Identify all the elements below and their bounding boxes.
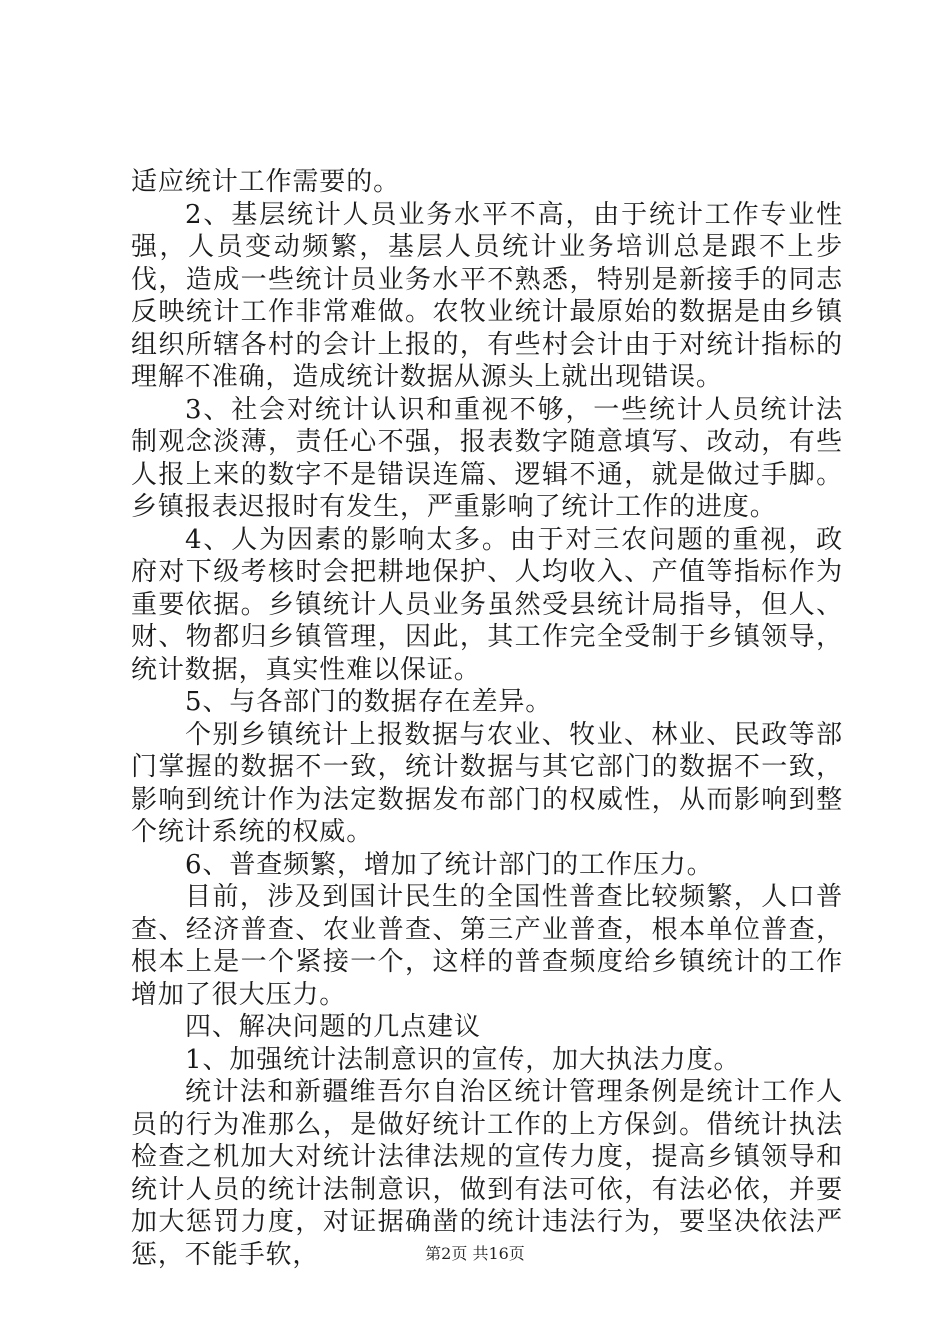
section-heading-suggestions: 四、解决问题的几点建议 bbox=[185, 1012, 481, 1042]
paragraph-item-4: 4、人为因素的影响太多。由于对三农问题的重视，政府对下级考核时会把耕地保护、人均收入、产值等指标作为重要依据。乡镇统计人员业务虽然受县统计局指导，但人、财、物都归乡镇管理，因此，其工作完全受制于乡镇领导，统计数据，真实性难以保证。 bbox=[131, 524, 843, 685]
paragraph-item-6-heading: 6、普查频繁，增加了统计部门的工作压力。 bbox=[185, 849, 714, 880]
page-number: 第2页 共16页 bbox=[425, 1244, 525, 1263]
page-footer bbox=[0, 1244, 950, 1264]
paragraph-item-5-body: 个别乡镇统计上报数据与农业、牧业、林业、民政等部门掌握的数据不一致，统计数据与其它部门的数据不一致，影响到统计作为法定数据发布部门的权威性，从而影响到整个统计系统的权威。 bbox=[131, 719, 843, 847]
paragraph-suggestion-1-body: 统计法和新疆维吾尔自治区统计管理条例是统计工作人员的行为准那么，是做好统计工作的上方保剑。借统计执法检查之机加大对统计法律法规的宣传力度，提高乡镇领导和统计人员的统计法制意识，做到有法可依，有法必依，并要加大惩罚力度，对证据确凿的统计违法行为，要坚决依法严惩，不能手软， bbox=[131, 1077, 843, 1270]
paragraph-continuation: 适应统计工作需要的。 bbox=[131, 167, 401, 197]
document-body bbox=[131, 166, 843, 1271]
paragraph-suggestion-1-heading: 1、加强统计法制意识的宣传，加大执法力度。 bbox=[185, 1044, 741, 1075]
paragraph-item-6-body: 目前，涉及到国计民生的全国性普查比较频繁，人口普查、经济普查、农业普查、第三产业普查，根本单位普查，根本上是一个紧接一个，这样的普查频度给乡镇统计的工作增加了很大压力。 bbox=[131, 882, 843, 1010]
paragraph-item-5-heading: 5、与各部门的数据存在差异。 bbox=[185, 687, 553, 717]
paragraph-item-3: 3、社会对统计认识和重视不够，一些统计人员统计法制观念淡薄，责任心不强，报表数字随意填写、改动，有些人报上来的数字不是错误连篇、逻辑不通，就是做过手脚。乡镇报表迟报时有发生，严重影响了统计工作的进度。 bbox=[131, 394, 843, 522]
paragraph-item-2: 2、基层统计人员业务水平不高，由于统计工作专业性强，人员变动频繁，基层人员统计业务培训总是跟不上步伐，造成一些统计员业务水平不熟悉，特别是新接手的同志反映统计工作非常难做。农牧业统计最原始的数据是由乡镇组织所辖各村的会计上报的，有些村会计由于对统计指标的理解不准确，造成统计数据从源头上就出现错误。 bbox=[131, 199, 843, 392]
